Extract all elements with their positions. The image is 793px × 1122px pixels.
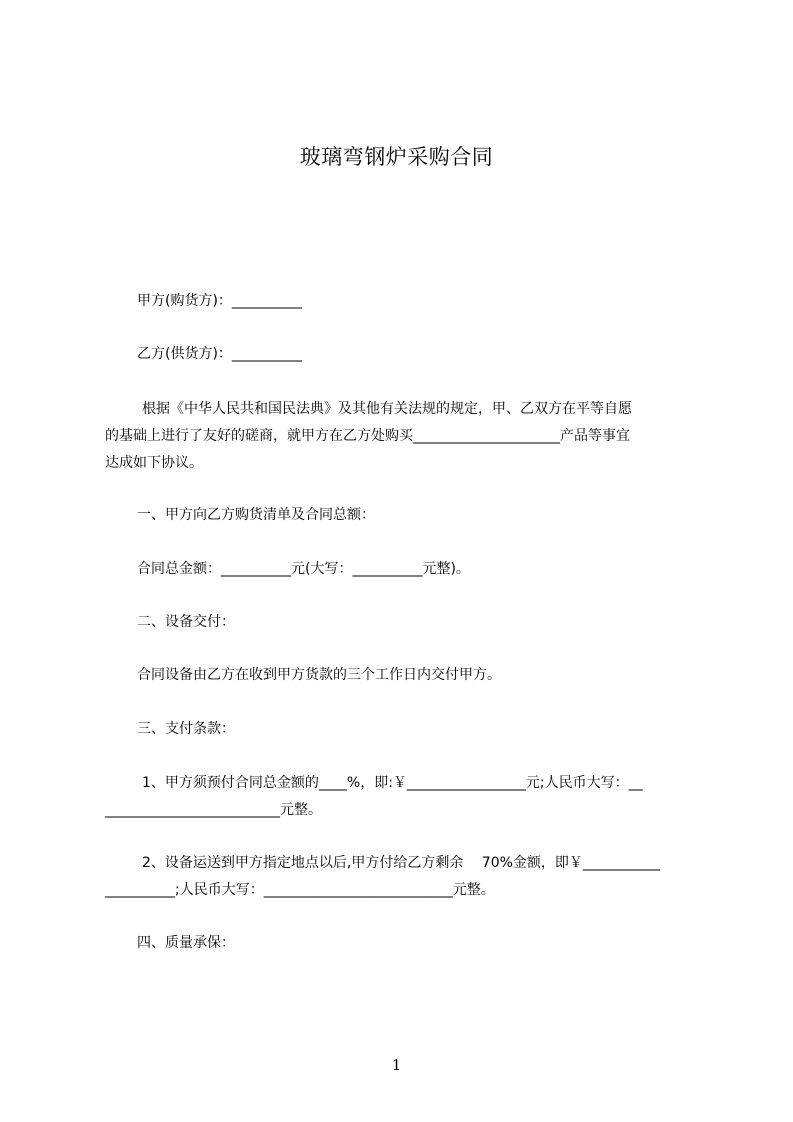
section-4-heading: 四、质量承保： [137, 935, 235, 951]
document-title: 玻璃弯钢炉采购合同 [299, 145, 494, 169]
payment-clause-2-line-2: __________;人民币大写：___________________________元整。 [105, 882, 495, 898]
party-a-line: 甲方(购货方)：__________ [137, 293, 302, 309]
preamble-line-1: 根据《中华人民共和国民法典》及其他有关法规的规定，甲、乙双方在平等自愿 [142, 401, 632, 417]
section-1-heading: 一、甲方向乙方购货清单及合同总额： [137, 507, 375, 523]
payment-clause-1-line-1: 1、甲方须预付合同总金额的____%，即:￥_________________元;人民币大写：__ [142, 775, 643, 791]
preamble-line-3: 达成如下协议。 [105, 455, 203, 471]
page-number: 1 [391, 1056, 402, 1074]
section-2-heading: 二、设备交付： [137, 614, 235, 630]
delivery-content: 合同设备由乙方在收到甲方货款的三个工作日内交付甲方。 [137, 667, 501, 683]
party-b-line: 乙方(供货方)：__________ [137, 346, 302, 362]
preamble-line-2: 的基础上进行了友好的磋商，就甲方在乙方处购买_____________________产品等事宜 [105, 428, 630, 444]
section-3-heading: 三、支付条款： [137, 721, 235, 737]
payment-clause-2-line-1: 2、设备运送到甲方指定地点以后,甲方付给乙方剩余 70%金额，即￥___________ [142, 855, 660, 871]
total-amount-line: 合同总金额：__________元(大写：__________元整)。 [137, 561, 470, 577]
payment-clause-1-line-2: _________________________元整。 [105, 802, 322, 818]
